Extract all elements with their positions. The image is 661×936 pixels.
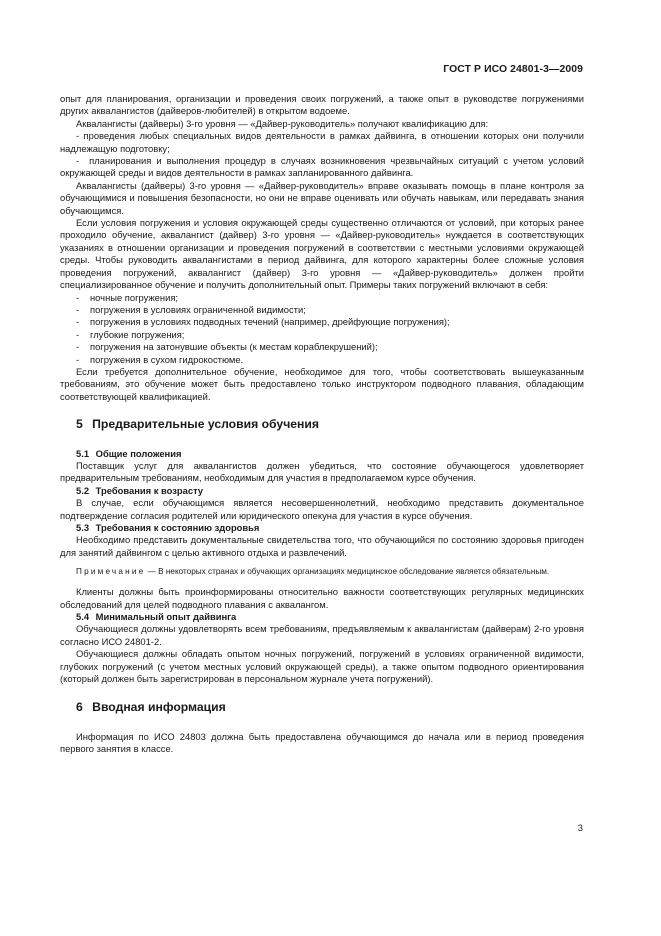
subsection-heading [60,485,584,497]
list-item-text: ночные погружения; [90,291,178,303]
subsection-title: Требования к возрасту [95,484,204,496]
list-item-text: проведения любых специальных видов деятельности в рамках дайвинга, в отношении которых они получили надлежащую подготовку; [60,130,584,154]
list-item [60,304,584,316]
paragraph: В случае, если обучающимся является несовершеннолетний, необходимо представить документальное подтверждение согласия родителей или юридического опекуна для участия в курсе обучения. [60,497,584,521]
bullet-dash: - [76,155,80,167]
section-heading [76,418,584,430]
list-item [60,354,584,366]
list-item-text: погружения в сухом гидрокостюме. [90,353,244,365]
note-text: — В некоторых странах и обучающих организациях медицинское обследование является обязательным. [147,567,550,577]
section-number: 5 [76,417,83,432]
list-item-text: погружения в условиях ограниченной видимости; [90,303,306,315]
note [60,566,584,578]
list-item-text: планирования и выполнения процедур в случаях возникновения чрезвычайных ситуаций с учетом условий окружающей среды и видов деятельности в рамках запланированного дайвинга. [60,155,584,179]
list-item-text: глубокие погружения; [90,328,185,340]
list-item [60,329,584,341]
list-item [60,341,584,353]
standard-header: ГОСТ Р ИСО 24801-3—2009 [443,64,583,75]
subsection-heading [60,522,584,534]
list-item [60,130,584,155]
paragraph: Обучающиеся должны обладать опытом ночных погружений, погружений в условиях ограниченной видимости, глубоких погружений (с учетом местных условий окружающей среды), а также опытом подводного ориентирования (который должен быть зарегистрирован в персональном журнале учета погружений). [60,648,584,685]
subsection-heading [60,611,584,623]
paragraph: Если условия погружения и условия окружающей среды существенно отличаются от условий, при которых ранее проходило обучение, аквалангист (дайвер) 3-го уровня — «Дайвер-руководитель» нуждается в соответствующих указаниях в отношении организации и проведения погружений в соответствии с местными условиями окружающей среды. Чтобы руководить аквалангистами в период дайвинга, для которого характерны более сложные условия проведения погружений, аквалангист (дайвер) 3-го уровня — «Дайвер-руководитель» должен пройти специализированное обучение и получить дополнительный опыт. Примеры таких погружений включают в себя: [60,217,584,291]
paragraph: Если требуется дополнительное обучение, необходимое для того, чтобы соответствовать вышеуказанным требованиям, это обучение может быть предоставлено только инструктором подводного плавания, обладающим соответствующей квалификацией. [60,365,584,402]
subsection-number: 5.3 [76,522,90,533]
section-title: Предварительные условия обучения [92,417,320,432]
bullet-dash: - [76,303,80,315]
paragraph: Информация по ИСО 24803 должна быть предоставлена обучающимся до начала или в период проведения первого занятия в классе. [60,730,584,755]
subsection-number: 5.2 [76,484,90,496]
paragraph: Аквалангисты (дайверы) 3-го уровня — «Дайвер-руководитель» вправе оказывать помощь в плане контроля за обучающимися и повышения безопасности, но они не вправе оценивать или обучать навыкам, или передавать знания обучающимся. [60,179,584,216]
list-item [60,155,584,180]
bullet-dash: - [76,341,80,353]
paragraph: Клиенты должны быть проинформированы относительно важности соответствующих регулярных медицинских обследований для целей подводного плавания с аквалангом. [60,586,584,610]
list-item-text: погружения на затонувшие объекты (к местам кораблекрушений); [90,341,378,353]
section-heading [76,701,584,713]
bullet-dash: - [76,353,80,365]
subsection-number: 5.4 [76,611,90,623]
note-label: Примечание [76,567,146,577]
list-item [60,316,584,328]
paragraph: опыт для планирования, организации и проведения своих погружений, а также опыт в руководстве погружениями других аквалангистов (дайверов-любителей) в открытом водоеме. [60,93,584,117]
subsection-number: 5.1 [76,447,90,459]
list-item [60,292,584,304]
subsection-title: Общие положения [95,447,182,459]
subsection-title: Минимальный опыт дайвинга [95,611,237,623]
paragraph: Поставщик услуг для аквалангистов должен убедиться, что состояние обучающегося удовлетворяет предварительным требованиям, необходимым для участия в предполагаемом курсе обучения. [60,459,584,484]
paragraph: Аквалангисты (дайверы) 3-го уровня — «Дайвер-руководитель» получают квалификацию для: [76,117,489,129]
list-item-text: погружения в условиях подводных течений (например, дрейфующие погружения); [90,316,450,328]
page-number: 3 [577,822,583,833]
subsection-heading [60,448,584,460]
bullet-dash: - [76,328,80,340]
section-title: Вводная информация [92,700,226,715]
paragraph: Обучающиеся должны удовлетворять всем требованиям, предъявляемым к аквалангистам (дайверам) 2-го уровня согласно ИСО 24801-2. [60,623,584,647]
subsection-title: Требования к состоянию здоровья [95,522,260,533]
bullet-dash: - [76,316,80,328]
section-number: 6 [76,700,83,715]
page-content [60,93,584,756]
paragraph: Необходимо представить документальные свидетельства того, что обучающийся по состоянию здоровья пригоден для занятий дайвингом с целью активного отдыха и развлечений. [60,534,584,558]
bullet-dash: - [76,291,80,303]
bullet-dash: - [76,130,80,142]
